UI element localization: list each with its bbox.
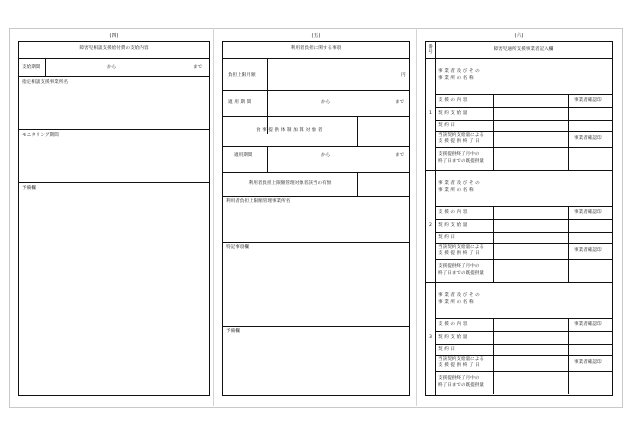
reserve-label: 予備欄: [226, 329, 240, 334]
apply-until: まで: [395, 100, 405, 105]
provided-amount-label-line2: 終了日までの既提供量: [438, 159, 484, 164]
provided-amount-label-line1: 支援提供終了月中の: [438, 376, 480, 381]
service-content-label: 支援の内容: [438, 210, 469, 215]
end-date-label-line1: 当該契約支給量による: [438, 357, 484, 362]
provider-confirm-stamp-label: 事業者確認印: [574, 322, 602, 327]
yen-unit: 円: [401, 73, 406, 78]
provider-confirm-stamp-label: 事業者確認印: [574, 98, 602, 103]
panel-header: 障害児相談支援給付費の支給内容: [79, 46, 149, 51]
fold-line-1: [213, 28, 214, 406]
office-name-label-line2: 事業所の名称: [438, 188, 476, 193]
panel-header: 障害児通所支援事業者記入欄: [493, 47, 554, 52]
office-name-label-line1: 事業者及びその: [438, 181, 482, 186]
provided-amount-label-line1: 支援提供終了月中の: [438, 152, 480, 157]
provider-confirm-stamp-label: 事業者確認印: [574, 210, 602, 215]
end-date-label-line2: 支援提供終了日: [438, 251, 482, 256]
office-name-label-line2: 事業所の名称: [438, 300, 476, 305]
contract-amount-label: 契約支給量: [438, 111, 469, 116]
end-date-label-line2: 支援提供終了日: [438, 363, 482, 368]
service-content-label: 支援の内容: [438, 322, 469, 327]
end-date-label-line2: 支援提供終了日: [438, 139, 482, 144]
period-until: まで: [193, 65, 203, 70]
period-label: 支給期間: [22, 65, 41, 70]
service-content-label: 支援の内容: [438, 98, 469, 103]
provider-confirm-stamp-label: 事業者確認印: [574, 360, 602, 365]
office-name-label-line1: 事業者及びその: [438, 69, 482, 74]
office-name-label-line2: 事業所の名称: [438, 76, 476, 81]
provider-entry-panel: [425, 41, 613, 396]
apply-period-2-label: 適用期間: [234, 153, 253, 158]
contract-date-label: 契約日: [438, 347, 457, 352]
provider-confirm-stamp-label: 事業者確認印: [574, 248, 602, 253]
special-notes-label: 特記事項欄: [226, 245, 249, 250]
apply-until-2: まで: [395, 153, 405, 158]
apply-from-2: から: [321, 153, 331, 158]
user-burden-panel: [222, 41, 410, 396]
period-from: から: [107, 65, 117, 70]
apply-period-label: 適用期間: [228, 100, 253, 105]
entry-number: 2: [429, 223, 432, 228]
meal-provision-label: 食事提供体制加算対象者: [255, 128, 325, 133]
apply-from: から: [321, 100, 331, 105]
section-title-4: (四): [109, 33, 119, 39]
monthly-limit-label: 負担上限月額: [228, 73, 256, 78]
office-name-label-line1: 事業者及びその: [438, 293, 482, 298]
contract-date-label: 契約日: [438, 235, 457, 240]
fold-line-2: [416, 28, 417, 406]
monitoring-period-label: モニタリング期間: [22, 133, 59, 138]
number-header: 番号: [428, 45, 433, 55]
provider-confirm-stamp-label: 事業者確認印: [574, 136, 602, 141]
panel-header: 利用者負担に関する事項: [290, 46, 342, 51]
contract-date-label: 契約日: [438, 123, 457, 128]
entry-number: 3: [429, 335, 432, 340]
provided-amount-label-line2: 終了日までの既提供量: [438, 383, 484, 388]
contract-amount-label: 契約支給量: [438, 223, 469, 228]
end-date-label-line1: 当該契約支給量による: [438, 133, 484, 138]
section-title-6: (六): [514, 33, 524, 39]
end-date-label-line1: 当該契約支給量による: [438, 245, 484, 250]
agency-name-label: 指定相談支援事業所名: [22, 80, 68, 85]
reserve-label: 予備欄: [22, 186, 36, 191]
provided-amount-label-line2: 終了日までの既提供量: [438, 271, 484, 276]
support-content-panel: [18, 41, 210, 396]
entry-number: 1: [429, 111, 432, 116]
limit-management-label: 利用者負担上限額管理対象者該当の有無: [248, 181, 332, 186]
provided-amount-label-line1: 支援提供終了月中の: [438, 264, 480, 269]
contract-amount-label: 契約支給量: [438, 335, 469, 340]
section-title-5: (五): [311, 33, 321, 39]
limit-management-office-label: 利用者負担上限額管理事業所名: [226, 199, 291, 204]
